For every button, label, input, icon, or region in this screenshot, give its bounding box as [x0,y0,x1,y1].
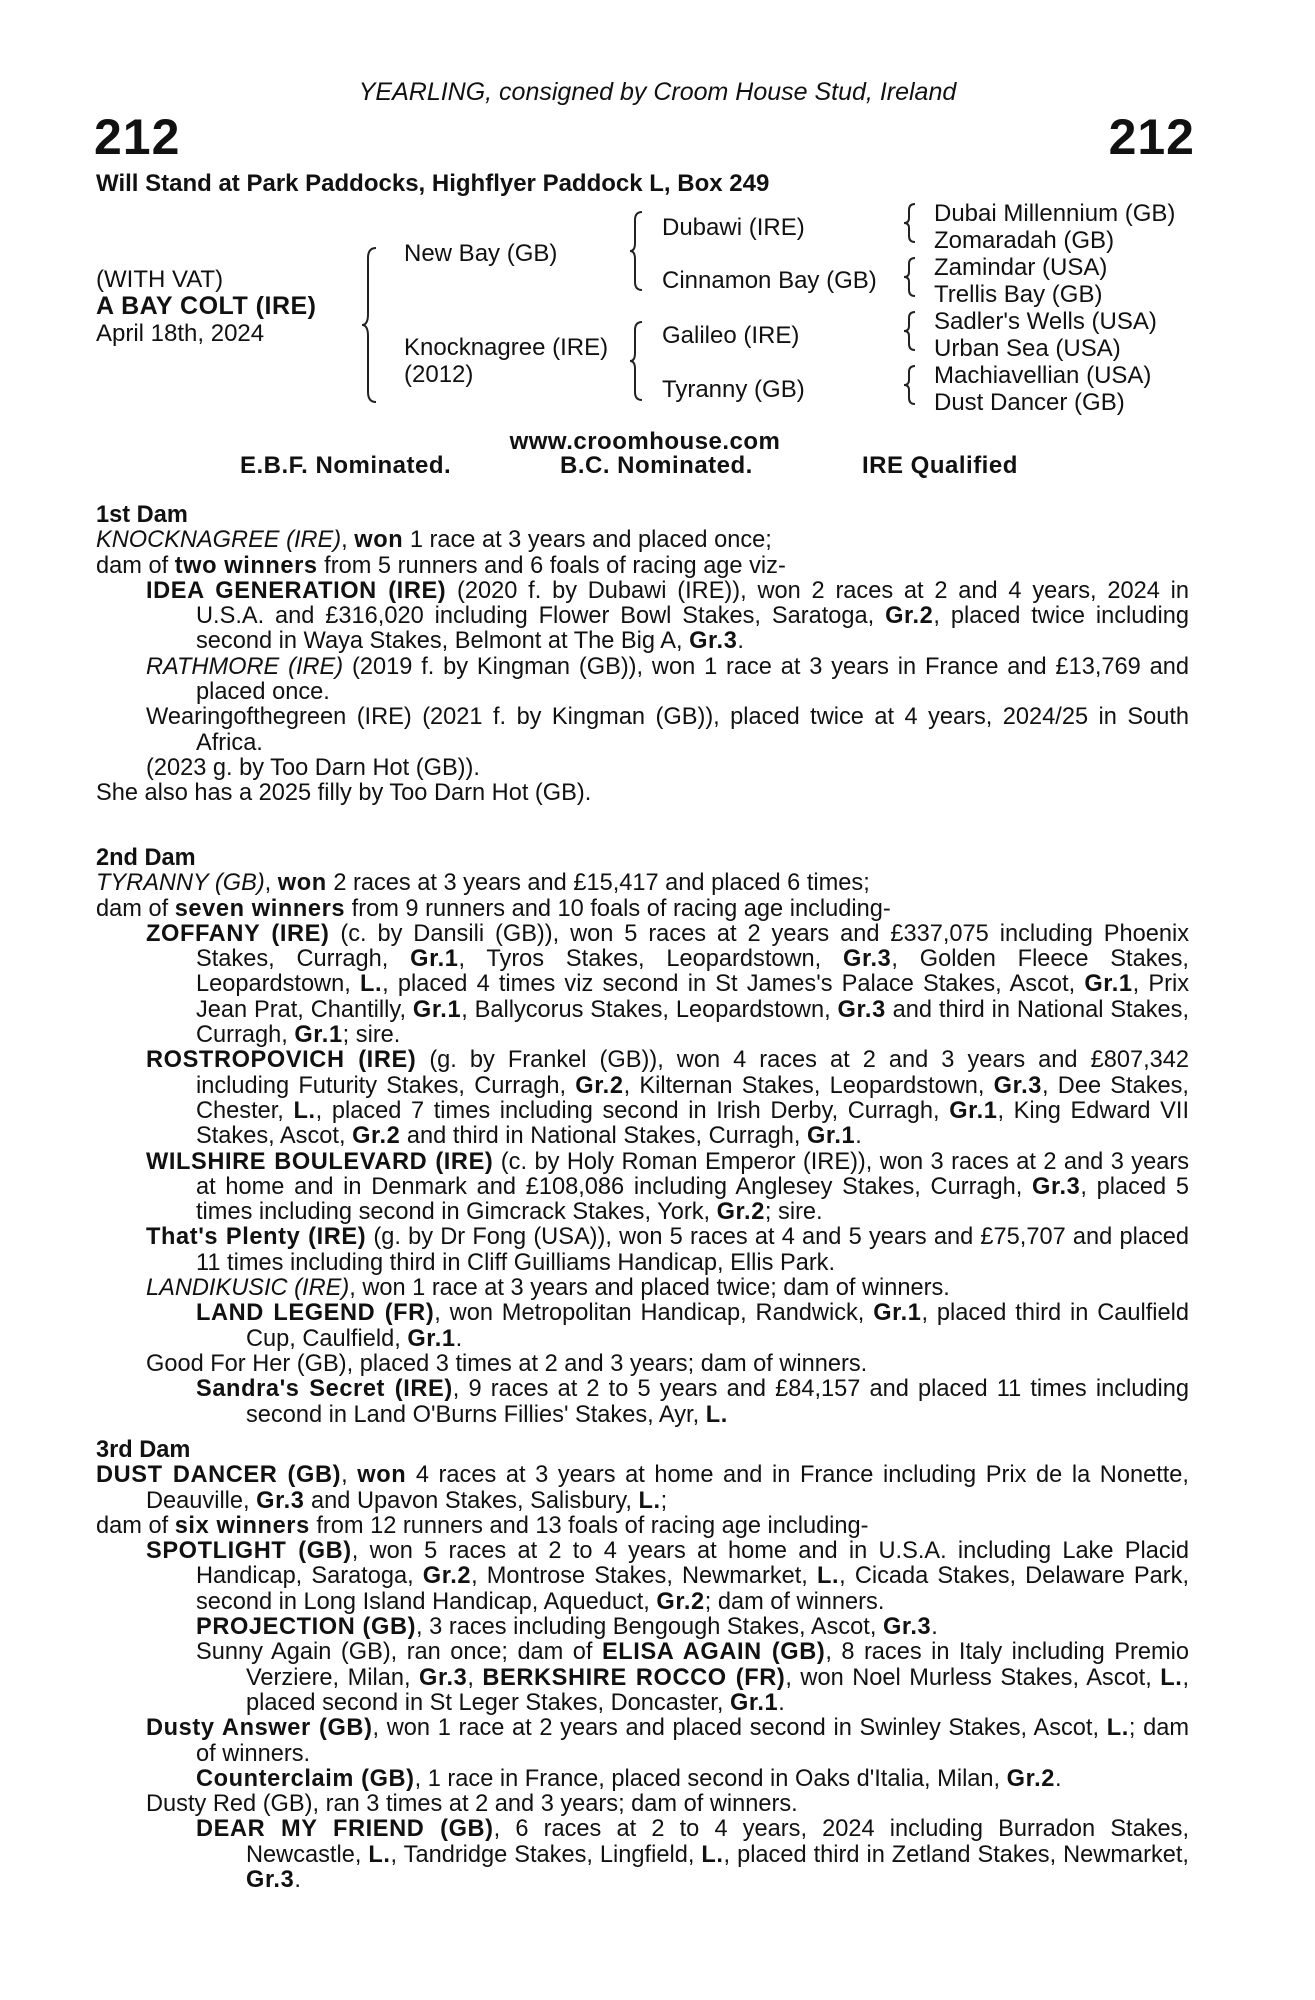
dam-name: KNOCKNAGREE (IRE) [96,527,342,554]
ancestor-6: Urban Sea (USA) [934,335,1121,362]
ancestor-4: Trellis Bay (GB) [934,281,1103,308]
consignor-subtitle: YEARLING, consigned by Croom House Stud, Ireland [358,78,957,106]
produce-entry: WILSHIRE BOULEVARD (IRE) (c. by Holy Roman Emperor (IRE)), won 3 races at 2 and 3 years at home and in Denmark and £108,086 including Anglesey Stakes, Curragh, Gr.3, placed 5 times including second in Gimcrack Stakes, York, Gr.2; sire. [146,1148,1189,1226]
produce-entry: IDEA GENERATION (IRE) (2020 f. by Dubawi (IRE)), won 2 races at 2 and 4 years, 2024 in U.S.A. and £316,020 including Flower Bowl Stakes, Saratoga, Gr.2, placed twice including second in Waya Stakes, Belmont at The Big A, Gr.3. [146,577,1190,655]
sire-sire: Dubawi (IRE) [662,214,805,241]
bc-nominated: B.C. Nominated. [560,452,753,479]
pedigree-brace-sire [630,210,644,292]
dam-sire: Galileo (IRE) [662,322,800,349]
website-link[interactable]: www.croomhouse.com [509,428,781,455]
produce-entry: ZOFFANY (IRE) (c. by Dansili (GB)), won 5 races at 2 years and £337,075 including Phoenix Stakes, Curragh, Gr.1, Tyros Stakes, Leopardstown, Gr.3, Golden Fleece Stakes, Leopardstown, L., placed 4 times viz second in St James's Palace Stakes, Ascot, Gr.1, Prix Jean Prat, Chantilly, Gr.1, Ballycorus Stakes, Leopardstown, Gr.3 and third in National Stakes, Curragh, Gr.1; sire. [146,920,1189,1049]
grandproduce-entry: Sandra's Secret (IRE), 9 races at 2 to 5 years and £84,157 and placed 11 times including second in Land O'Burns Fillies' Stakes, Ayr, L. [196,1376,1189,1428]
produce-entry: Wearingofthegreen (IRE) (2021 f. by Kingman (GB)), placed twice at 4 years, 2024/25 in South Africa. [146,704,1189,756]
foaling-date: April 18th, 2024 [96,320,265,347]
grandproduce-entry: LAND LEGEND (FR), won Metropolitan Handicap, Randwick, Gr.1, placed third in Caulfield Cup, Caulfield, Gr.1. [196,1300,1189,1352]
first-dam-produce-summary: dam of two winners from 5 runners and 6 foals of racing age viz- [96,552,786,579]
ebf-nominated: E.B.F. Nominated. [240,452,452,479]
pedigree-brace-main [362,246,378,404]
horse-name: A BAY COLT (IRE) [96,292,317,320]
ancestor-8: Dust Dancer (GB) [934,389,1125,416]
first-dam-section [96,503,1189,807]
grandproduce-entry: PROJECTION (GB), 3 races including Bengough Stakes, Ascot, Gr.3. [196,1614,938,1641]
first-dam-heading: 1st Dam [96,502,188,528]
pedigree-brace-g3 [904,310,916,352]
dam-name: Knocknagree (IRE) [404,334,609,361]
produce-entry: (2023 g. by Too Darn Hot (GB)). [146,754,480,781]
vat-note: (WITH VAT) [96,266,224,293]
pedigree-brace-dam [630,320,644,402]
second-dam-heading: 2nd Dam [96,845,196,871]
grandproduce-entry: DEAR MY FRIEND (GB), 6 races at 2 to 4 years, 2024 including Burradon Stakes, Newcastle, L., Tandridge Stakes, Lingfield, L., placed third in Zetland Stakes, Newmarket, Gr.3. [196,1816,1190,1894]
pedigree-brace-g4 [904,364,916,406]
produce-entry: Dusty Answer (GB), won 1 race at 2 years and placed second in Swinley Stakes, Ascot, L.; dam of winners. [146,1715,1189,1767]
ancestor-5: Sadler's Wells (USA) [934,308,1157,335]
ire-qualified: IRE Qualified [862,452,1018,479]
dam-dam: Tyranny (GB) [662,376,805,403]
ancestor-3: Zamindar (USA) [934,254,1108,281]
produce-entry: LANDIKUSIC (IRE), won 1 race at 3 years and placed twice; dam of winners. [146,1275,950,1302]
third-dam-produce-summary: dam of six winners from 12 runners and 13 foals of racing age including- [96,1512,869,1539]
grandproduce-entry: Counterclaim (GB), 1 race in France, placed second in Oaks d'Italia, Milan, Gr.2. [196,1765,1062,1792]
lot-number-right: 212 [1108,109,1195,165]
sire-dam: Cinnamon Bay (GB) [662,267,877,294]
second-dam-section [96,846,1189,1428]
produce-entry: Dusty Red (GB), ran 3 times at 2 and 3 years; dam of winners. [146,1791,798,1818]
third-dam-section [96,1438,1189,1893]
ancestor-1: Dubai Millennium (GB) [934,200,1176,227]
produce-note: She also has a 2025 filly by Too Darn Hot (GB). [96,780,592,807]
produce-entry: SPOTLIGHT (GB), won 5 races at 2 to 4 years at home and in U.S.A. including Lake Placid Handicap, Saratoga, Gr.2, Montrose Stakes, Newmarket, L., Cicada Stakes, Delaware Park, second in Long Island Handicap, Aqueduct, Gr.2; dam of winners. [146,1538,1190,1615]
stable-location: Will Stand at Park Paddocks, Highflyer Paddock L, Box 249 [96,170,770,197]
produce-entry: That's Plenty (IRE) (g. by Dr Fong (USA)), won 5 races at 4 and 5 years and £75,707 and placed 11 times including third in Cliff Guilliams Handicap, Ellis Park. [146,1224,1189,1276]
third-dam-line: DUST DANCER (GB), won 4 races at 3 years at home and in France including Prix de la Nonette, Deauville, Gr.3 and Upavon Stakes, Salisbury, L.; [96,1462,1189,1514]
second-dam-line: TYRANNY (GB), won 2 races at 3 years and £15,417 and placed 6 times; [96,870,870,897]
grandproduce-entry: Sunny Again (GB), ran once; dam of ELISA AGAIN (GB), 8 races in Italy including Premio Verziere, Milan, Gr.3, BERKSHIRE ROCCO (FR), won Noel Murless Stakes, Ascot, L., placed second in St Leger Stakes, Doncaster, Gr.1. [196,1639,1189,1716]
sire-name: New Bay (GB) [404,240,558,267]
ancestor-2: Zomaradah (GB) [934,227,1115,254]
second-dam-produce-summary: dam of seven winners from 9 runners and 10 foals of racing age including- [96,895,891,922]
produce-entry: ROSTROPOVICH (IRE) (g. by Frankel (GB)), won 4 races at 2 and 3 years and £807,342 including Futurity Stakes, Curragh, Gr.2, Kilternan Stakes, Leopardstown, Gr.3, Dee Stakes, Chester, L., placed 7 times including second in Irish Derby, Curragh, Gr.1, King Edward VII Stakes, Ascot, Gr.2 and third in National Stakes, Curragh, Gr.1. [146,1047,1189,1150]
dam-year: (2012) [404,361,474,388]
ancestor-7: Machiavellian (USA) [934,362,1152,389]
pedigree-brace-g2 [904,256,916,298]
produce-entry: Good For Her (GB), placed 3 times at 2 and 3 years; dam of winners. [146,1350,868,1377]
third-dam-heading: 3rd Dam [96,1437,191,1463]
first-dam-line: KNOCKNAGREE (IRE), won 1 race at 3 years and placed once; [96,527,772,554]
lot-number-left: 212 [94,109,181,165]
pedigree-brace-g1 [904,202,916,244]
produce-entry: RATHMORE (IRE) (2019 f. by Kingman (GB)), won 1 race at 3 years in France and £13,769 and placed once. [146,653,1189,706]
